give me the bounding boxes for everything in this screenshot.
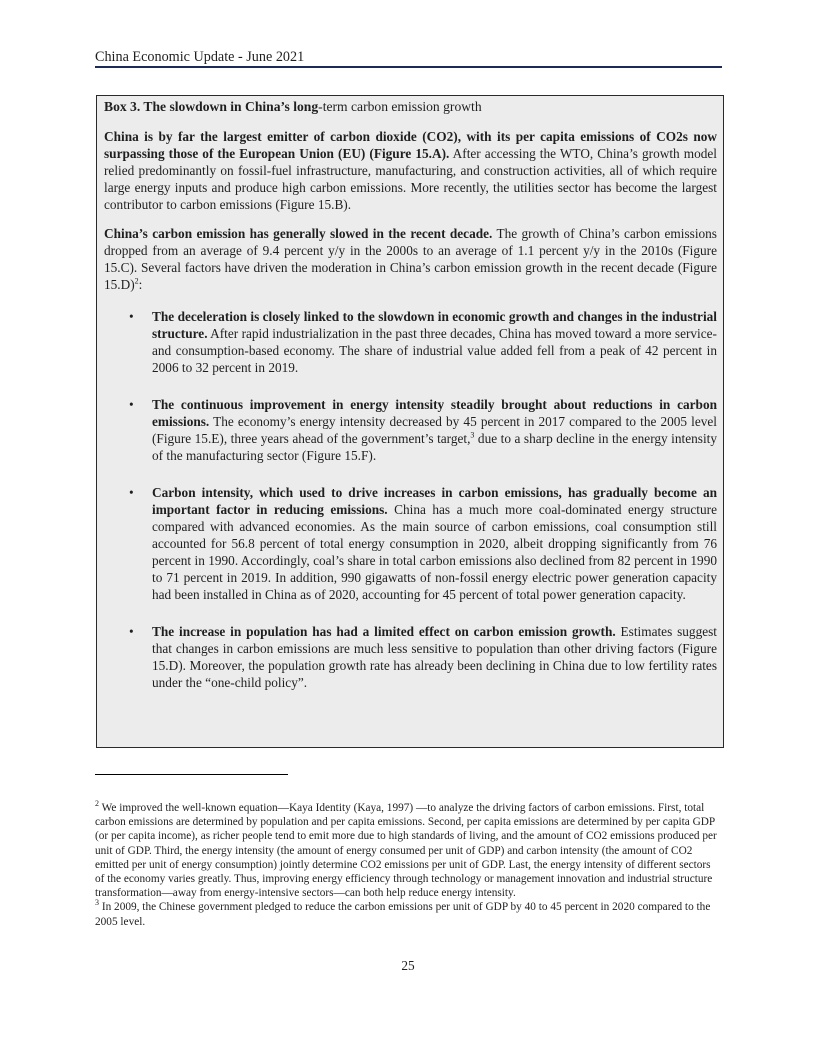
footnote-separator: [95, 774, 288, 775]
footnote-3: [95, 900, 720, 928]
paragraph-1: [104, 128, 717, 213]
list-item-lead: The deceleration is closely linked to the slowdown in economic growth and changes in the industrial structure.: [152, 309, 717, 341]
footnote-ref-3[interactable]: 3: [470, 430, 475, 440]
list-item-body-end: due to a sharp decline in the energy intensity of the manufacturing sector (Figure 15.F).: [152, 431, 717, 463]
paragraph-2-lead: China’s carbon emission has generally slowed in the recent decade.: [104, 226, 493, 241]
list-item-lead: Carbon intensity, which used to drive increases in carbon emissions, has gradually become an important factor in reducing emissions.: [152, 485, 717, 517]
paragraph-1-lead: China is by far the largest emitter of carbon dioxide (CO2), with its per capita emissions of CO2s now surpassing those of the European Union (EU) (Figure 15.A).: [104, 129, 717, 161]
box-title: [104, 99, 717, 115]
list-item: [104, 396, 717, 464]
footnotes: [95, 801, 720, 929]
list-item: [104, 308, 717, 376]
paragraph-2-body: The growth of China’s carbon emissions dropped from an average of 9.4 percent y/y in the 2000s to an average of 1.1 percent y/y in the 2010s (Figure 15.C). Several factors have driven the moderation in China’s carbon emission growth in the recent decade (Figure 15.D): [104, 226, 717, 292]
footnote-2: [95, 801, 720, 900]
factor-list: [104, 308, 717, 691]
list-item-body: The economy’s energy intensity decreased by 45 percent in 2017 compared to the 2005 level (Figure 15.E), three years ahead of the government’s target,: [152, 414, 717, 446]
box-title-rest: -term carbon emission growth: [318, 99, 482, 114]
list-item: [104, 484, 717, 603]
paragraph-2-end: :: [138, 277, 143, 292]
paragraph-2: [104, 225, 717, 293]
box-title-bold: Box 3. The slowdown in China’s long: [104, 99, 319, 114]
list-item-body: China has a much more coal-dominated energy structure compared with advanced economies. As the main source of carbon emissions, coal consumption still accounted for 56.8 percent of total energy consumption in 2020, albeit dropping significantly from 76 percent in 1990. Accordingly, coal’s share in total carbon emissions also declined from 82 percent in 1990 to 71 percent in 2019. In addition, 990 gigawatts of non-fossil energy electric power generation capacity had been installed in China as of 2020, accounting for 45 percent of total power generation capacity.: [152, 502, 717, 602]
footnote-3-text: In 2009, the Chinese government pledged to reduce the carbon emissions per unit of GDP by 40 to 45 percent in 2020 compared to the 2005 level.: [95, 901, 711, 928]
footnote-2-number: 2: [95, 799, 99, 809]
bullet-icon: •: [129, 485, 134, 500]
list-item-lead: The increase in population has had a limited effect on carbon emission growth.: [152, 624, 616, 639]
footnote-2-text: We improved the well-known equation—Kaya Identity (Kaya, 1997) —to analyze the driving factors of carbon emissions. First, total carbon emissions are determined by population and per capita emissions. Second, per capita emissions are determined by per capita GDP (or per capita income), as richer people tend to emit more due to high standards of living, and the amount of CO2 emissions produced per unit of GDP. Third, the energy intensity (the amount of energy consumed per unit of GDP) and carbon intensity (the amount of CO2 emitted per unit of energy consumption) jointly determine CO2 emissions per unit of GDP. Last, the energy intensity of different sectors of the economy varies greatly. Thus, improving energy efficiency through technology or management innovation and industrial structure transformation—away from energy-intensive sectors—can both help reduce energy intensity.: [95, 802, 717, 900]
page-number: 25: [401, 958, 415, 973]
footnote-ref-2[interactable]: 2: [134, 276, 139, 286]
list-item-body: After rapid industrialization in the past three decades, China has moved toward a more service- and consumption-based economy. The share of industrial value added fell from a peak of 42 percent in 2006 to 32 percent in 2019.: [152, 326, 717, 375]
header-rule: [95, 66, 722, 68]
running-header: China Economic Update - June 2021: [95, 49, 305, 65]
footnote-3-number: 3: [95, 898, 99, 908]
bullet-icon: •: [129, 624, 134, 639]
list-item-lead: The continuous improvement in energy intensity steadily brought about reductions in carbon emissions.: [152, 397, 717, 429]
list-item-body: Estimates suggest that changes in carbon emissions are much less sensitive to population than other driving factors (Figure 15.D). Moreover, the population growth rate has already been declining in China due to low fertility rates under the “one-child policy”.: [152, 624, 717, 690]
bullet-icon: •: [129, 397, 134, 412]
box-3: [96, 95, 724, 748]
list-item: [104, 623, 717, 691]
paragraph-1-body: After accessing the WTO, China’s growth model relied predominantly on fossil-fuel infrastructure, manufacturing, and construction activities, all of which require large energy inputs and produce high carbon emissions. More recently, the utilities sector has become the largest contributor to carbon emissions (Figure 15.B).: [104, 146, 717, 212]
bullet-icon: •: [129, 309, 134, 324]
